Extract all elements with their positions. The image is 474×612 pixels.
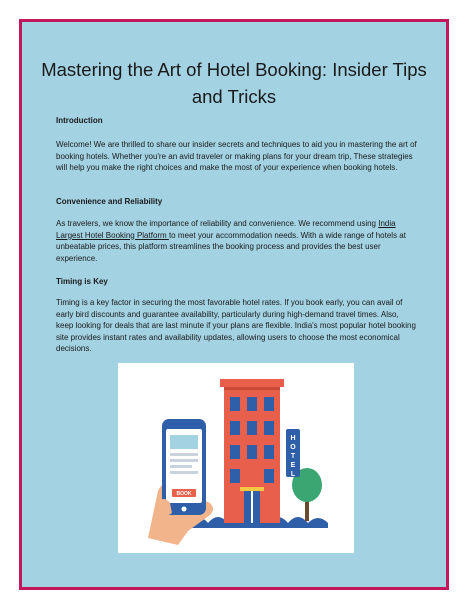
sign-letter: H	[290, 435, 296, 442]
section-body-convenience	[56, 218, 418, 264]
sign-letter: E	[290, 462, 296, 469]
section-heading-introduction: Introduction	[56, 116, 103, 125]
hotel-sign	[286, 429, 300, 478]
section-body-introduction: Welcome! We are thrilled to share our insider secrets and techniques to aid you in mastering the art of booking hotels. Whether you're an avid traveler or making plans for your dream trip, These strategies will help you make the right choices and make the most of your experience when booking hotels.	[56, 140, 417, 173]
sign-letter: O	[290, 444, 296, 451]
sign-letter: T	[290, 453, 296, 460]
section-heading-timing: Timing is Key	[56, 277, 108, 286]
booking-platform-link[interactable]: India Largest Hotel Booking Platform	[56, 219, 396, 240]
hotel-booking-illustration	[118, 363, 354, 553]
convenience-text-after: to meet your accommodation needs. With a wide range of hotels at unbeatable prices, this platform streamlines the booking process and provides the best user experience.	[56, 230, 406, 263]
hotel-building-icon	[220, 379, 284, 523]
convenience-text-before: As travelers, we know the importance of reliability and convenience. We recommend using	[56, 219, 379, 228]
section-heading-convenience: Convenience and Reliability	[56, 197, 163, 206]
sign-letter: L	[290, 471, 296, 478]
book-button-label: BOOK	[176, 491, 192, 497]
page-title: Mastering the Art of Hotel Booking: Insider Tips and Tricks	[41, 59, 427, 107]
hotel-illustration-svg	[118, 363, 354, 553]
section-body-timing: Timing is a key factor in securing the most favorable hotel rates. If you book early, you can avail of early bird discounts and guarantee availability, particularly during high-demand travel times. Also, keep looking for deals that are last minute if your plans are flexible. India's most popular hotel booking site provides instant rates and availability updates, allowing users to choose the most economical decisions.	[56, 298, 416, 354]
